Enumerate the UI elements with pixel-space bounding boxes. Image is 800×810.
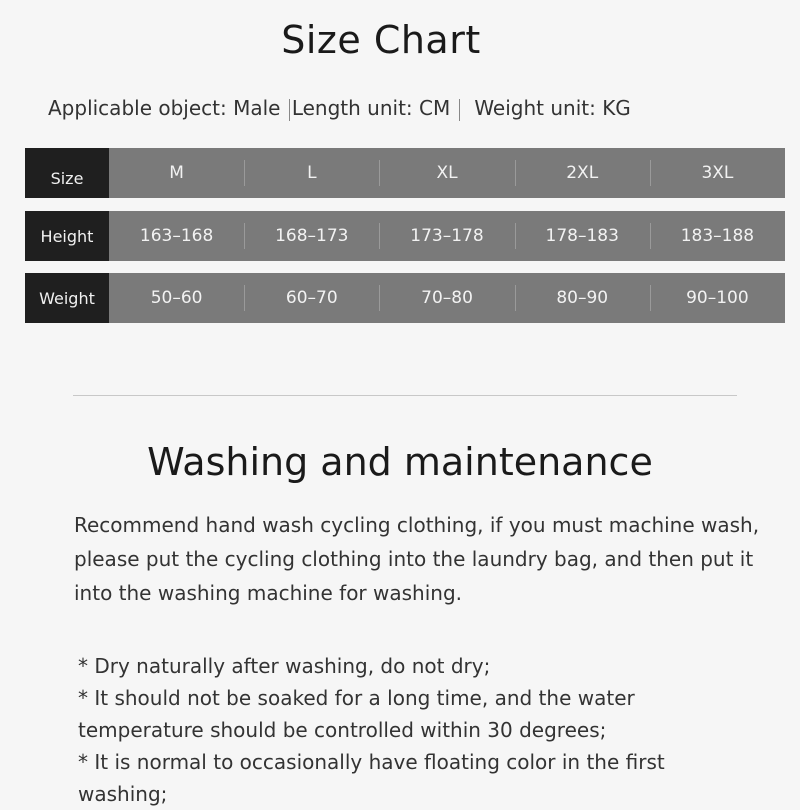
height-cell: 173–178	[379, 211, 514, 261]
size-meta	[48, 96, 631, 121]
washing-title: Washing and maintenance	[147, 440, 653, 484]
washing-bullet: * It should not be soaked for a long time, and the water temperature should be controlled within 30 degrees;	[78, 686, 635, 742]
height-cell: 178–183	[515, 211, 650, 261]
washing-intro: Recommend hand wash cycling clothing, if you must machine wash, please put the cycling clothing into the laundry bag, and then put it into the washing machine for washing.	[74, 513, 760, 605]
washing-bullets	[78, 650, 758, 810]
weight-unit: Weight unit: KG	[474, 96, 631, 120]
weight-cell: 70–80	[379, 273, 514, 323]
height-cell: 168–173	[244, 211, 379, 261]
size-cell: L	[244, 148, 379, 198]
height-cell: 163–168	[139, 226, 214, 246]
size-cell: M	[169, 163, 184, 183]
meta-separator	[459, 99, 460, 121]
height-row-label: Height	[25, 211, 109, 261]
size-cell: XL	[379, 148, 514, 198]
weight-row	[25, 273, 785, 323]
height-cell: 183–188	[650, 211, 785, 261]
height-row	[25, 211, 785, 261]
size-row	[25, 148, 785, 198]
washing-bullet: * Dry naturally after washing, do not dry;	[78, 654, 491, 678]
washing-bullet: * It is normal to occasionally have floating color in the first washing;	[78, 750, 665, 806]
length-unit: Length unit: CM	[291, 96, 451, 120]
page-title: Size Chart	[281, 18, 481, 62]
weight-cell: 80–90	[515, 273, 650, 323]
section-divider	[73, 395, 737, 396]
weight-cell: 60–70	[244, 273, 379, 323]
meta-separator	[289, 99, 290, 121]
size-row-label: Size	[25, 148, 109, 198]
weight-row-label: Weight	[25, 273, 109, 323]
size-cell: 3XL	[650, 148, 785, 198]
applicable-object: Applicable object: Male	[48, 96, 281, 120]
weight-cell: 90–100	[650, 273, 785, 323]
size-cell: 2XL	[515, 148, 650, 198]
weight-cell: 50–60	[150, 288, 203, 308]
